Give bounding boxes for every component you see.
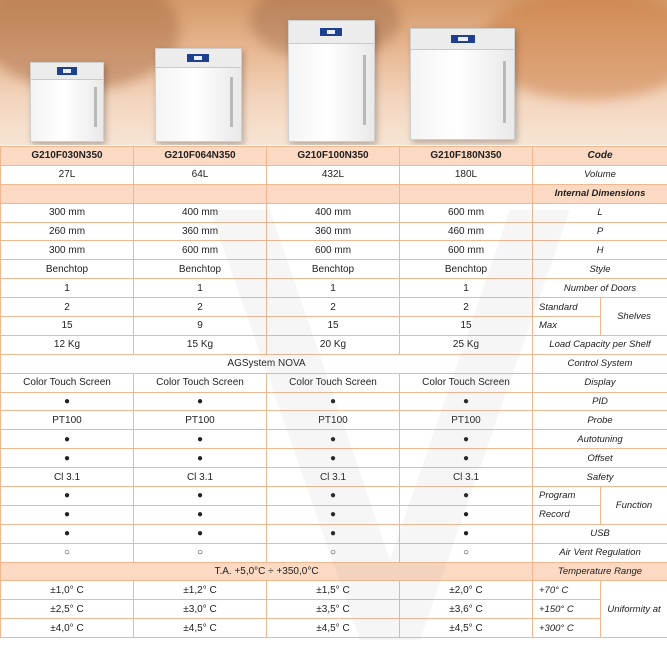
spec-value: ±4,5° C bbox=[134, 619, 267, 638]
spec-value: Color Touch Screen bbox=[134, 373, 267, 392]
offset-row bbox=[1, 449, 667, 468]
spec-value: ±3,5° C bbox=[267, 600, 400, 619]
dimension-p-row bbox=[1, 222, 667, 241]
spec-value: 1 bbox=[134, 279, 267, 298]
function-record-row bbox=[1, 505, 667, 524]
spec-value: 25 Kg bbox=[400, 335, 533, 354]
spec-value: Color Touch Screen bbox=[400, 373, 533, 392]
style-row bbox=[1, 260, 667, 279]
temperature-range-row bbox=[1, 562, 667, 581]
display-row bbox=[1, 373, 667, 392]
spec-value: 15 Kg bbox=[134, 335, 267, 354]
spec-value: 180L bbox=[400, 165, 533, 184]
spec-value: ±3,0° C bbox=[134, 600, 267, 619]
model-code: G210F064N350 bbox=[134, 147, 267, 166]
spec-value: 300 mm bbox=[1, 241, 134, 260]
volume-row bbox=[1, 165, 667, 184]
spec-value: ±1,5° C bbox=[267, 581, 400, 600]
spec-value: 12 Kg bbox=[1, 335, 134, 354]
spec-value: 400 mm bbox=[134, 203, 267, 222]
spec-value: 260 mm bbox=[1, 222, 134, 241]
row-label: PID bbox=[533, 392, 667, 411]
feature-dot: ● bbox=[400, 430, 533, 449]
spec-value: 15 bbox=[400, 317, 533, 336]
spec-value: Cl 3.1 bbox=[400, 468, 533, 487]
spec-value: 1 bbox=[1, 279, 134, 298]
spec-value: 432L bbox=[267, 165, 400, 184]
spec-value: T.A. +5,0°C ÷ +350,0°C bbox=[1, 562, 533, 581]
uniformity-row bbox=[1, 619, 667, 638]
feature-dot: ● bbox=[267, 449, 400, 468]
spec-value: Color Touch Screen bbox=[1, 373, 134, 392]
feature-dot: ● bbox=[134, 505, 267, 524]
function-program-row bbox=[1, 487, 667, 506]
probe-row bbox=[1, 411, 667, 430]
usb-row bbox=[1, 524, 667, 543]
spec-value: 360 mm bbox=[267, 222, 400, 241]
feature-dot: ● bbox=[1, 449, 134, 468]
spec-value: 600 mm bbox=[134, 241, 267, 260]
model-code: G210F180N350 bbox=[400, 147, 533, 166]
feature-dot: ● bbox=[267, 505, 400, 524]
row-sublabel: Record bbox=[533, 505, 601, 524]
feature-dot: ● bbox=[134, 524, 267, 543]
oven-image-tall bbox=[288, 20, 375, 142]
feature-dot: ● bbox=[267, 392, 400, 411]
spec-value: 2 bbox=[267, 298, 400, 317]
row-sublabel: +70° C bbox=[533, 581, 601, 600]
feature-circle: ○ bbox=[400, 543, 533, 562]
shelves-max-row bbox=[1, 317, 667, 336]
spec-value: 1 bbox=[267, 279, 400, 298]
row-label: USB bbox=[533, 524, 667, 543]
row-label: Code bbox=[533, 147, 667, 166]
feature-dot: ● bbox=[134, 392, 267, 411]
spec-value: 400 mm bbox=[267, 203, 400, 222]
shelves-standard-row bbox=[1, 298, 667, 317]
pid-row bbox=[1, 392, 667, 411]
row-sublabel: Standard bbox=[533, 298, 601, 317]
feature-dot: ● bbox=[400, 449, 533, 468]
model-code-row bbox=[1, 147, 667, 166]
spec-value: PT100 bbox=[267, 411, 400, 430]
model-code: G210F100N350 bbox=[267, 147, 400, 166]
feature-dot: ● bbox=[1, 430, 134, 449]
spec-value: 1 bbox=[400, 279, 533, 298]
spec-value: 2 bbox=[400, 298, 533, 317]
section-label: Internal Dimensions bbox=[533, 184, 667, 203]
uniformity-row bbox=[1, 581, 667, 600]
feature-dot: ● bbox=[1, 524, 134, 543]
spec-value: 460 mm bbox=[400, 222, 533, 241]
spec-value: ±1,0° C bbox=[1, 581, 134, 600]
row-sublabel: Program bbox=[533, 487, 601, 506]
spec-value: AGSystem NOVA bbox=[1, 354, 533, 373]
spec-value: 600 mm bbox=[400, 203, 533, 222]
spec-value: 600 mm bbox=[267, 241, 400, 260]
feature-dot: ● bbox=[1, 505, 134, 524]
spec-value: 600 mm bbox=[400, 241, 533, 260]
row-label: Autotuning bbox=[533, 430, 667, 449]
spec-value: ±4,5° C bbox=[267, 619, 400, 638]
spec-value: Benchtop bbox=[267, 260, 400, 279]
spec-value: 2 bbox=[1, 298, 134, 317]
row-label: Shelves bbox=[601, 298, 667, 336]
spec-value: Cl 3.1 bbox=[1, 468, 134, 487]
row-label: Air Vent Regulation bbox=[533, 543, 667, 562]
row-label: Style bbox=[533, 260, 667, 279]
spec-value: Benchtop bbox=[134, 260, 267, 279]
feature-dot: ● bbox=[267, 487, 400, 506]
feature-dot: ● bbox=[134, 449, 267, 468]
model-code: G210F030N350 bbox=[1, 147, 134, 166]
row-label: Function bbox=[601, 487, 667, 525]
feature-circle: ○ bbox=[1, 543, 134, 562]
feature-circle: ○ bbox=[267, 543, 400, 562]
spec-value: PT100 bbox=[134, 411, 267, 430]
row-label: L bbox=[533, 203, 667, 222]
spec-value: 2 bbox=[134, 298, 267, 317]
feature-dot: ● bbox=[267, 430, 400, 449]
safety-row bbox=[1, 468, 667, 487]
row-sublabel: +300° C bbox=[533, 619, 601, 638]
row-label: Display bbox=[533, 373, 667, 392]
spec-table bbox=[0, 146, 667, 638]
feature-dot: ● bbox=[134, 487, 267, 506]
row-label: Uniformity at bbox=[601, 581, 667, 638]
feature-dot: ● bbox=[400, 505, 533, 524]
dimension-h-row bbox=[1, 241, 667, 260]
feature-dot: ● bbox=[400, 392, 533, 411]
autotuning-row bbox=[1, 430, 667, 449]
feature-dot: ● bbox=[1, 487, 134, 506]
air-vent-row bbox=[1, 543, 667, 562]
oven-image-large bbox=[410, 28, 515, 140]
feature-dot: ● bbox=[1, 392, 134, 411]
doors-row bbox=[1, 279, 667, 298]
spec-value: 27L bbox=[1, 165, 134, 184]
oven-image-medium bbox=[155, 48, 242, 142]
spec-value: Benchtop bbox=[400, 260, 533, 279]
product-banner bbox=[0, 0, 667, 145]
internal-dimensions-row bbox=[1, 184, 667, 203]
spec-value: 300 mm bbox=[1, 203, 134, 222]
row-sublabel: +150° C bbox=[533, 600, 601, 619]
spec-value: 9 bbox=[134, 317, 267, 336]
spec-value: ±4,5° C bbox=[400, 619, 533, 638]
spec-value: PT100 bbox=[1, 411, 134, 430]
row-label: Control System bbox=[533, 354, 667, 373]
spec-value: 20 Kg bbox=[267, 335, 400, 354]
row-label: Offset bbox=[533, 449, 667, 468]
feature-circle: ○ bbox=[134, 543, 267, 562]
spec-value: Cl 3.1 bbox=[134, 468, 267, 487]
spec-value: PT100 bbox=[400, 411, 533, 430]
spec-value: 64L bbox=[134, 165, 267, 184]
spec-value: 15 bbox=[1, 317, 134, 336]
row-label: Temperature Range bbox=[533, 562, 667, 581]
row-label: P bbox=[533, 222, 667, 241]
spec-value: 360 mm bbox=[134, 222, 267, 241]
control-system-row bbox=[1, 354, 667, 373]
uniformity-row bbox=[1, 600, 667, 619]
row-label: Number of Doors bbox=[533, 279, 667, 298]
row-label: Load Capacity per Shelf bbox=[533, 335, 667, 354]
row-label: H bbox=[533, 241, 667, 260]
spec-value: Color Touch Screen bbox=[267, 373, 400, 392]
spec-value: ±1,2° C bbox=[134, 581, 267, 600]
dimension-l-row bbox=[1, 203, 667, 222]
row-label: Safety bbox=[533, 468, 667, 487]
spec-value: ±2,0° C bbox=[400, 581, 533, 600]
row-label: Probe bbox=[533, 411, 667, 430]
spec-value: ±4,0° C bbox=[1, 619, 134, 638]
spec-value: Benchtop bbox=[1, 260, 134, 279]
feature-dot: ● bbox=[267, 524, 400, 543]
feature-dot: ● bbox=[400, 524, 533, 543]
row-label: Volume bbox=[533, 165, 667, 184]
spec-value: ±2,5° C bbox=[1, 600, 134, 619]
row-sublabel: Max bbox=[533, 317, 601, 336]
spec-value: ±3,6° C bbox=[400, 600, 533, 619]
feature-dot: ● bbox=[134, 430, 267, 449]
feature-dot: ● bbox=[400, 487, 533, 506]
spec-value: Cl 3.1 bbox=[267, 468, 400, 487]
oven-image-small bbox=[30, 62, 104, 142]
load-capacity-row bbox=[1, 335, 667, 354]
spec-value: 15 bbox=[267, 317, 400, 336]
